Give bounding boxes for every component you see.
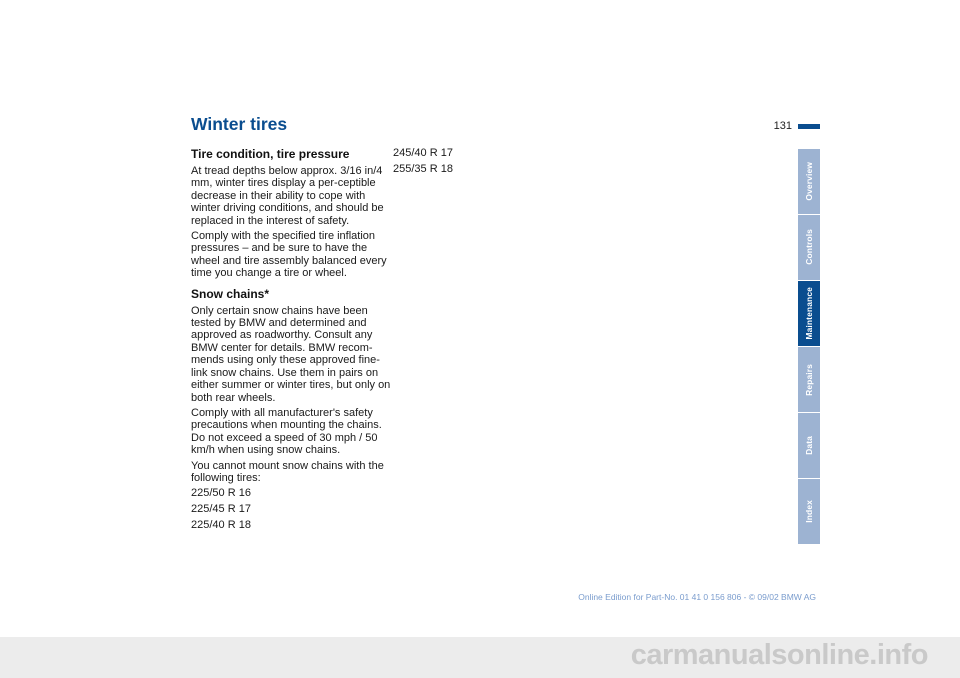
tire-size-item: 225/45 R 17: [191, 503, 251, 516]
tread-depth-paragraph: At tread depths below approx. 3/16 in/4 mm, winter tires display a per-ceptible decrease in their ability to cope with winter driving conditions, and should be replaced in the interest of safety.: [191, 165, 384, 227]
tab-label: Controls: [804, 229, 814, 266]
tab-label: Index: [804, 500, 814, 524]
page-title: Winter tires: [191, 114, 288, 134]
watermark-band: [0, 637, 960, 678]
section-tabs: [798, 149, 820, 546]
left-column: [191, 147, 391, 535]
tire-condition-heading: Tire condition, tire pressure: [191, 147, 350, 161]
snow-chains-section: [191, 287, 391, 532]
excluded-tires-list: [191, 487, 391, 531]
tire-size-item: 225/50 R 16: [191, 487, 251, 500]
safety-precautions-paragraph: Comply with all manufacturer's safety precautions when mounting the chains. Do not exceed a speed of 30 mph / 50 km/h when using snow chains.: [191, 406, 382, 457]
tire-size-item: 255/35 R 18: [393, 163, 453, 175]
tab-index[interactable]: [798, 479, 820, 544]
excluded-tires-list-continued: [393, 147, 593, 175]
excluded-tires-intro: You cannot mount snow chains with the following tires:: [191, 459, 384, 484]
tab-label: Maintenance: [804, 287, 814, 340]
approved-chains-paragraph: Only certain snow chains have been tested by BMW and determined and approved as roadworthy. Consult any BMW center for details. BMW recom-mends using only these approved fine-link snow chains. Use them in pairs on either summer or winter tires, but only on both rear wheels.: [191, 304, 391, 404]
tab-maintenance[interactable]: [798, 281, 820, 346]
snow-chains-heading: Snow chains*: [191, 286, 270, 301]
inflation-pressure-paragraph: Comply with the specified tire inflation pressures – and be sure to have the wheel and tire assembly balanced every time you change a tire or wheel.: [191, 230, 387, 280]
tab-data[interactable]: [798, 413, 820, 478]
tab-controls[interactable]: [798, 215, 820, 280]
tire-size-item: 225/40 R 18: [191, 519, 251, 532]
tab-repairs[interactable]: [798, 347, 820, 412]
tab-label: Data: [804, 436, 814, 456]
tire-condition-section: [191, 147, 391, 280]
tire-size-item: 245/40 R 17: [393, 147, 453, 159]
page-tab-marker: [798, 124, 820, 129]
right-column: [393, 147, 593, 179]
tab-label: Repairs: [804, 363, 814, 396]
edition-footer: Online Edition for Part-No. 01 41 0 156 806 - © 09/02 BMW AG: [578, 592, 816, 602]
tab-label: Overview: [804, 161, 814, 201]
watermark-text: carmanualsonline.info: [630, 639, 928, 671]
tab-overview[interactable]: [798, 149, 820, 214]
page-number: 131: [773, 120, 792, 132]
